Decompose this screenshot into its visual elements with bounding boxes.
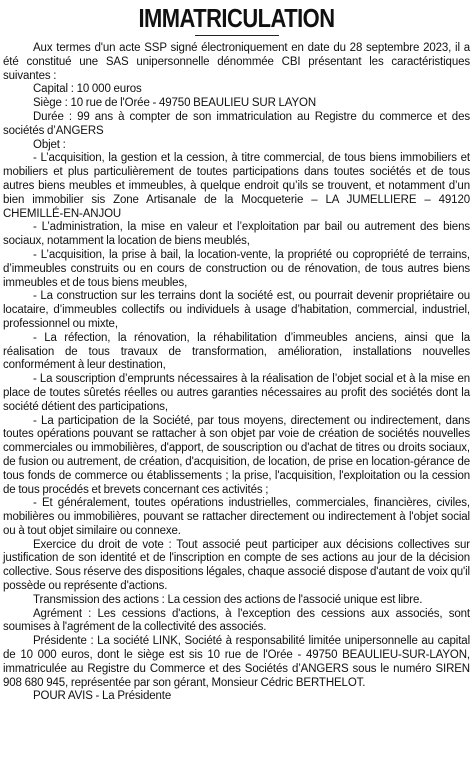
pour-avis-signature: POUR AVIS - La Présidente xyxy=(33,690,172,703)
notice-title: IMMATRICULATION xyxy=(138,5,335,33)
siege-line: Siège : 10 rue de l'Orée - 49750 BEAULIEU SUR LAYON xyxy=(33,97,317,110)
droit-de-vote-paragraph: Exercice du droit de vote : Tout associé peut participer aux décisions collectives sur justification de son identité et de l'inscription en compte de ses actions au jour de la décision collective. Sous réserve des dispositions légales, chaque associé dispose d'autant de voix qu'il possède ou représente d'actions. xyxy=(3,538,470,593)
capital-line: Capital : 10 000 euros xyxy=(33,83,142,96)
transmission-paragraph: Transmission des actions : La cession des actions de l'associé unique est libre. xyxy=(33,593,423,606)
objet-item-participation: - La participation de la Société, par tous moyens, directement ou indirectement, dans toutes opérations pouvant se rattacher à son objet par voie de création de sociétés nouvelles commerciales ou immobilières, d'apport, de souscription ou d'achat de titres ou droits sociaux, de fusion ou autrement, de création, d'acquisition, de location, de prise en location-gérance de tous fonds de commerce ou établissements ; la prise, l'acquisition, l'exploitation ou la cession de tous procédés et brevets concernant ces activités ; xyxy=(3,414,470,496)
objet-item-acquisition: - L’acquisition, la gestion et la cession, à titre commercial, de tous biens immobiliers et mobiliers et plus particulièrement de toutes participations dans toutes sociétés et de tous autres biens meubles et immeubles, à quelque endroit qu’ils se trouvent, et notamment d’un bien immobilier sis Zone Artisanale de la Mocqueterie – LA JUMELLIERE – 49120 CHEMILLÉ-EN-ANJOU xyxy=(3,152,470,220)
objet-item-construction: - La construction sur les terrains dont la société est, ou pourrait devenir propriétaire ou locataire, d’immeubles collectifs ou individuels à usage d’habitation, commercial, industriel, professionnel ou mixte, xyxy=(3,290,470,330)
legal-notice xyxy=(3,4,470,704)
objet-item-administration: - L’administration, la mise en valeur et l’exploitation par bail ou autrement des biens sociaux, notamment la location de biens meublés, xyxy=(3,221,470,248)
presidente-paragraph: Présidente : La société LINK, Société à responsabilité limitée unipersonnelle au capital de 10 000 euros, dont le siège est sis 10 rue de l'Orée - 49750 BEAULIEU-SUR-LAYON, immatriculée au Registre du Commerce et des Sociétés d’ANGERS sous le numéro SIREN 908 680 945, représentée par son gérant, Monsieur Cédric BERTHELOT. xyxy=(3,635,470,689)
objet-item-prise-a-bail: - L’acquisition, la prise à bail, la location-vente, la propriété ou copropriété de terrains, d’immeubles construits ou en cours de construction ou de rénovation, de tous autres biens immeubles et de tous biens meubles, xyxy=(3,248,470,289)
objet-item-generalement: - Et généralement, toutes opérations industrielles, commerciales, financières, civiles, mobilières ou immobilières, pouvant se rattacher directement ou indirectement à l'objet social ou à tout objet similaire ou connexe. xyxy=(3,497,470,537)
title-underline xyxy=(195,35,279,36)
objet-item-emprunts: - La souscription d’emprunts nécessaires à la réalisation de l’objet social et à la mise en place de toutes sûretés réelles ou autres garanties nécessaires au profit des sociétés dont la société détient des participations, xyxy=(3,373,470,413)
agrement-paragraph: Agrément : Les cessions d'actions, à l'exception des cessions aux associés, sont soumises à l'agrément de la collectivité des associés. xyxy=(3,607,470,634)
objet-item-refection: - La réfection, la rénovation, la réhabilitation d’immeubles anciens, ainsi que la réalisation de tous travaux de transformation, amélioration, installations nouvelles conformément à leur destination, xyxy=(3,331,470,372)
intro-paragraph: Aux termes d'un acte SSP signé électroniquement en date du 28 septembre 2023, il a été constitué une SAS unipersonnelle dénommée CBI présentant les caractéristiques suivantes : xyxy=(3,42,470,82)
notice-body xyxy=(3,42,470,704)
objet-heading: Objet : xyxy=(33,138,66,151)
duree-line: Durée : 99 ans à compter de son immatriculation au Registre du commerce et des sociétés d’ANGERS xyxy=(3,110,470,137)
